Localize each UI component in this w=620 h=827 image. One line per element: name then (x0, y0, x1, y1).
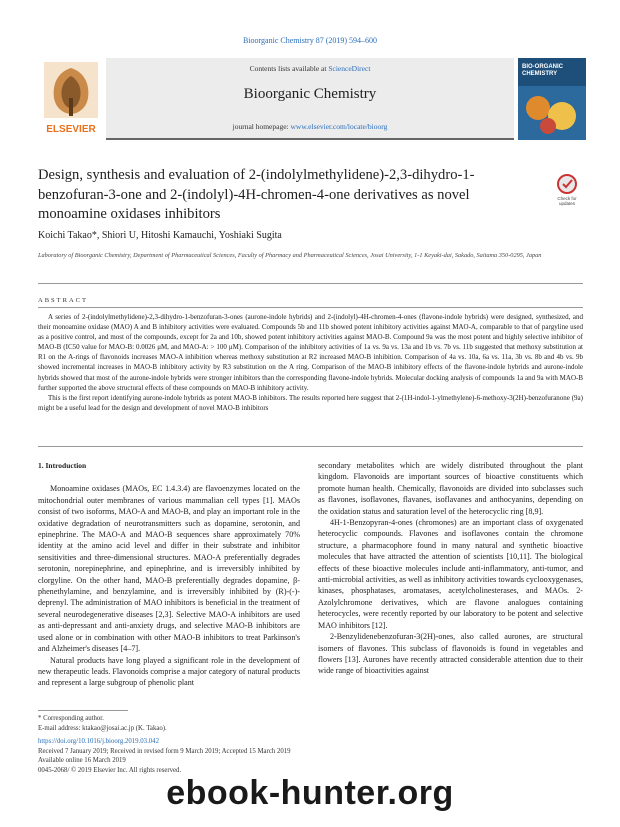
author-list: Koichi Takao*, Shiori U, Hitoshi Kamauchi, Yoshiaki Sugita (38, 230, 282, 241)
journal-title: Bioorganic Chemistry (243, 86, 377, 102)
check-updates-icon (550, 172, 584, 206)
homepage-line (106, 122, 514, 131)
body-paragraph: 4H-1-Benzopyran-4-ones (chromones) are an important class of oxygenated heterocyclic compounds. Flavones and isoflavones contain the chromone structure, a pharmacophore found in many natural and synthetic bioactive molecules that have attracted the attention of scientists [10,11]. The biological effects of these bioactive molecules include anti-inflammatory, anti-tumor, and anti-microbial activities, as well as inhibitory activities towards cyclooxygenases, kinases, phosphatases, aromatases, acetylcholinesterases, and MAOs. 2-Azolylchromone derivatives, which are flavone analogues containing heterocycles, were recently reported by our laboratory to be potent and selective MAO inhibitors [12]. (318, 518, 583, 630)
contents-line (106, 64, 514, 73)
check-for-updates-badge[interactable] (550, 172, 584, 206)
article-title: Design, synthesis and evaluation of 2-(indolylmethylidene)-2,3-dihydro-1-benzofuran-3-one and 2-(indolyl)-4H-chromen-4-one derivatives as novel monoamine oxidases inhibitors (38, 167, 475, 222)
watermark: ebook-hunter.org (166, 774, 454, 812)
left-column (38, 460, 300, 689)
contents-prefix: Contents lists available at (249, 64, 327, 73)
footnotes (38, 714, 338, 775)
elsevier-wordmark: ELSEVIER (46, 124, 96, 135)
journal-header-box (106, 58, 514, 140)
doi-link[interactable]: https://doi.org/10.1016/j.bioorg.2019.03.042 (38, 738, 159, 745)
body-paragraph: secondary metabolites which are widely distributed throughout the plant kingdom. Flavonoids are important sources of bioactive constituents which promote human health. Chemically, flavonoids are divided into subclasses such as flavones, isoflavones, flavanes, isoflavanes and anthocyanins, depending on the oxidation status and saturation level of the heterocyclic ring [8,9]. (318, 461, 583, 516)
abstract-heading: ABSTRACT (38, 297, 88, 304)
available-online: Available online 16 March 2019 (38, 757, 126, 764)
corresponding-author-note: * Corresponding author. (38, 715, 104, 722)
copyright: 0045-2068/ © 2019 Elsevier Inc. All rights reserved. (38, 766, 182, 774)
body-paragraph: 2-Benzylidenebenzofuran-3(2H)-ones, also called aurones, are structural isomers of flavones. This subclass of flavonoids is found in vegetables and flowers [13]. Aurones have recently attracted considerable attention due to their wide range of bioactivities against (318, 632, 583, 676)
divider (38, 307, 583, 308)
journal-cover-image (518, 58, 586, 140)
sciencedirect-link[interactable]: ScienceDirect (328, 64, 371, 73)
badge-line1: Check for (557, 196, 577, 201)
abstract-body (38, 312, 583, 413)
journal-reference[interactable]: Bioorganic Chemistry 87 (2019) 594–600 (242, 36, 378, 45)
divider (38, 446, 583, 447)
journal-header (38, 58, 588, 140)
body-paragraph: Monoamine oxidases (MAOs, EC 1.4.3.4) are flavoenzymes located on the mitochondrial outer membranes of various mammalian cell types [1]. MAOs consist of two isoforms, MAO-A and MAO-B, and play an important role in the oxidative degradation of neurotransmitters such as dopamine, serotonin, and epinephrine. The MAO-A and MAO-B sequences share approximately 70% identity at the amino acid level and differ in their substrate and inhibitor sensitivities and three-dimensional structures. MAO-A preferentially degrades serotonin, norepinephrine, and epinephrine, and is irreversibly inhibited by clorgyline. On the other hand, MAO-B preferentially degrades dopamine, β-phenethylamine, and benzylamine, and is irreversibly inhibited by (R)-(-)-deprenyl. The administration of MAO inhibitors is beneficial in the treatment of several neurodegenerative diseases [2,3]. Selective MAO-A inhibitors are used as anti-depressant and anti-anxiety drugs, and selective MAO-B inhibitors are used alone or in combination with other MAO-B inhibitors to treat Parkinson's and Alzheimer's diseases [4–7]. (38, 484, 300, 654)
abstract-paragraph: A series of 2-(indolylmethylidene)-2,3-dihydro-1-benzofuran-3-ones (aurone-indole hybrids) and 2-(indolyl)-4H-chromen-4-ones (flavone-indole hybrids) were designed, synthesized, and their monoamine oxidase (MAO) A and B inhibitory activities were evaluated. Compounds 5b and 11b showed potent inhibitory activities against MAO-A, comparable to that of pargyline used as a positive control, and most of the compounds, except for 2a and 10b, showed potent inhibitory activities against MAO-B. Compound 9a was the most potent and highly selective inhibitor of MAO-B (IC50 value for MAO-B: 0.0026 μM, and MAO-A: > 100 μM). Comparison of the inhibitory activities of 1a vs. 9a vs. 13a and 1b vs. 7b vs. 11b suggested that methoxy substitution at R1 on the A-rings of flavonoids increases MAO-A inhibition whereas methoxy substitution at R2 increased MAO-B inhibition. Comparison of 4a vs. 10a, 6a vs. 11a, 3b vs. 8b and 4b vs. 9b showed incremental increases in MAO-B inhibitory activity by R3 substitution on the A ring. Comparison of the MAO-B inhibitory effects of the flavone-indole hybrids and aurone-indole hybrids showed that most of the aurone-indole hybrids were stronger inhibitors than the corresponding flavone-indole hybrids. Molecular docking analysis of compounds 1a and 9a with MAO-B further supported the above structural effects of these compounds on MAO-B inhibitory activity. (38, 313, 583, 392)
homepage-prefix: journal homepage: (232, 122, 289, 131)
footnote-divider (38, 710, 128, 711)
body-paragraph: Natural products have long played a significant role in the development of new therapeutic leads. Flavonoids comprise a major category of natural products and represent a large subgroup of phenolic plant (38, 655, 300, 688)
cover-title: BIO-ORGANIC CHEMISTRY (522, 64, 563, 77)
homepage-link[interactable]: www.elsevier.com/locate/bioorg (290, 122, 388, 131)
right-column (318, 460, 583, 677)
badge-line2: updates (558, 201, 576, 206)
affiliation: Laboratory of Bioorganic Chemistry, Department of Pharmaceutical Sciences, Faculty of Pharmacy and Pharmaceutical Sciences, Josai University, 1-1 Keyaki-dai, Sakado, Saitama 350-0295, Japan (38, 252, 542, 259)
email-note[interactable]: E-mail address: ktakao@josai.ac.jp (K. Takao). (38, 724, 167, 732)
elsevier-logo (38, 58, 104, 140)
section-heading: 1. Introduction (38, 461, 87, 470)
received-dates: Received 7 January 2019; Received in revised form 9 March 2019; Accepted 15 March 2019 (38, 747, 291, 755)
abstract-paragraph: This is the first report identifying aurone-indole hybrids as potent MAO-B inhibitors. The results reported here suggest that 2-(1H-indol-1-ylmethylene)-6-methoxy-3(2H)-benzofuranone (9a) might be a useful lead for the design and development of novel MAO-B inhibitors (38, 393, 583, 412)
divider (38, 283, 583, 284)
